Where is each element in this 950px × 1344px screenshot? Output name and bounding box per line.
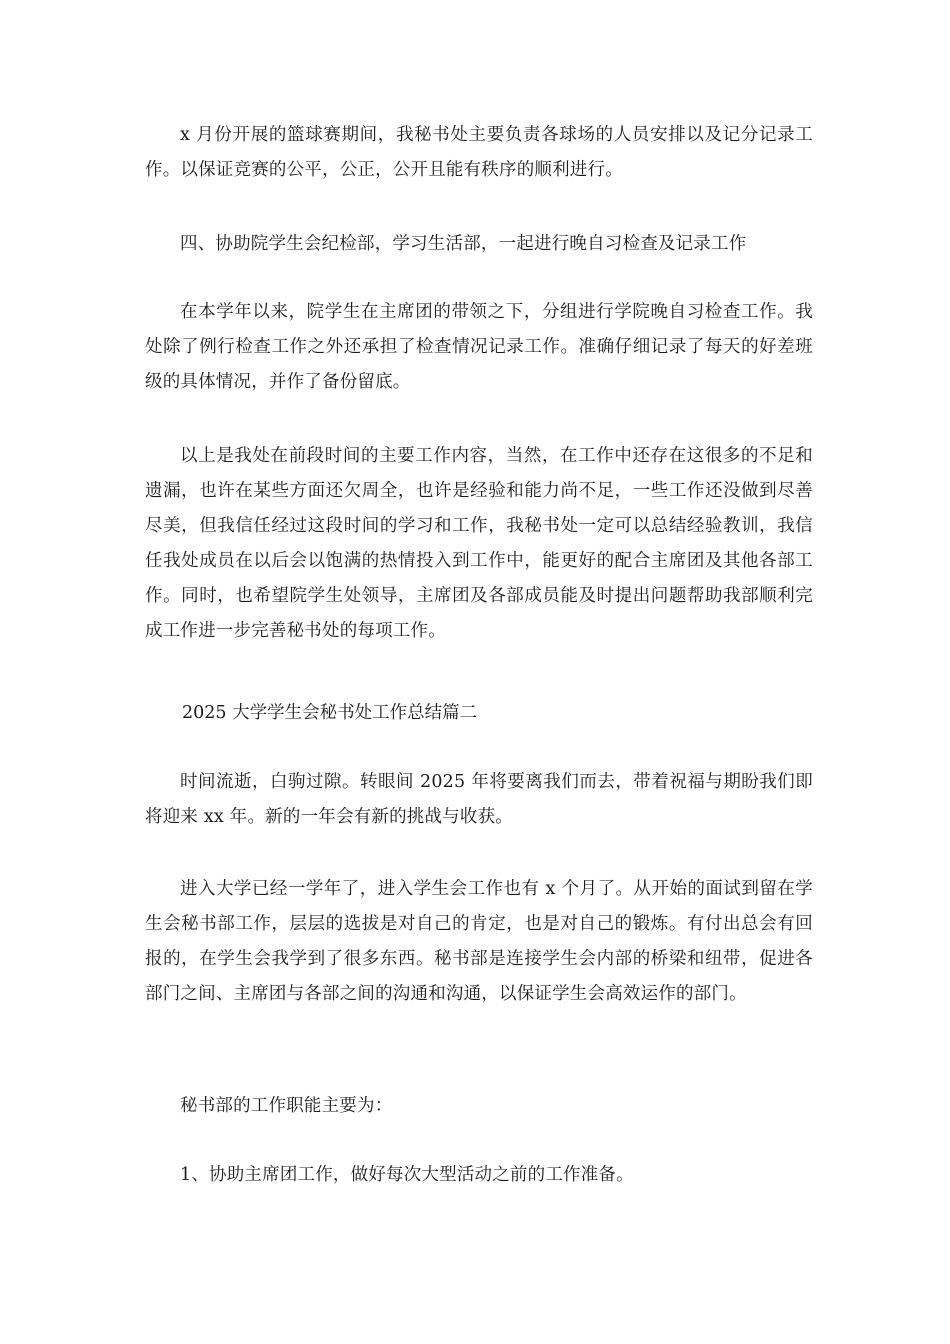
paragraph-joining-student-union: 进入大学已经一学年了，进入学生会工作也有 x 个月了。从开始的面试到留在学生会秘书部工作，层层的选拔是对自己的肯定，也是对自己的锻炼。有付出总会有回报的，在学生会我学到了很多东西。秘书部是连接学生会内部的桥梁和纽带，促进各部门之间、主席团与各部之间的沟通和沟通，以保证学生会高效运作的部门。 [145, 879, 813, 1004]
list-item-function-1: 1、协助主席团工作，做好每次大型活动之前的工作准备。 [180, 1165, 634, 1185]
section-heading-four: 四、协助院学生会纪检部，学习生活部，一起进行晚自习检查及记录工作 [180, 234, 747, 254]
paragraph-functions-intro: 秘书部的工作职能主要为： [180, 1096, 393, 1116]
section-title-part-two: 2025 大学学生会秘书处工作总结篇二 [182, 703, 478, 723]
paragraph-work-summary: 以上是我处在前段时间的主要工作内容，当然，在工作中还存在这很多的不足和遗漏，也许在某些方面还欠周全，也许是经验和能力尚不足，一些工作还没做到尽善尽美，但我信任经过这段时间的学习和工作，我秘书处一定可以总结经验教训，我信任我处成员在以后会以饱满的热情投入到工作中，能更好的配合主席团及其他各部工作。同时，也希望院学生处领导，主席团及各部成员能及时提出问题帮助我部顺利完成工作进一步完善秘书处的每项工作。 [145, 446, 813, 641]
paragraph-basketball-records: x 月份开展的篮球赛期间，我秘书处主要负责各球场的人员安排以及记分记录工作。以保证竞赛的公平，公正，公开且能有秩序的顺利进行。 [145, 125, 813, 180]
paragraph-time-passing: 时间流逝，白驹过隙。转眼间 2025 年将要离我们而去，带着祝福与期盼我们即将迎来 xx 年。新的一年会有新的挑战与收获。 [145, 772, 813, 827]
paragraph-evening-study-check: 在本学年以来，院学生在主席团的带领之下，分组进行学院晚自习检查工作。我处除了例行检查工作之外还承担了检查情况记录工作。准确仔细记录了每天的好差班级的具体情况，并作了备份留底。 [145, 302, 813, 392]
